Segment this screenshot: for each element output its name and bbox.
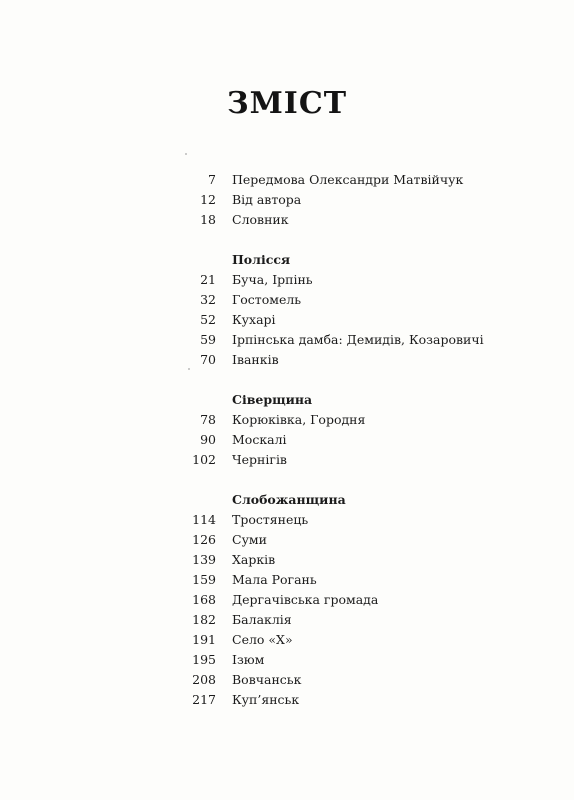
toc-section-heading [0, 490, 574, 510]
toc-entry-title: Тростянець [232, 512, 309, 527]
toc-entry [0, 670, 574, 690]
toc-entry [0, 650, 574, 670]
toc-entry [0, 430, 574, 450]
toc-page-number: 102 [192, 452, 216, 467]
toc-page-number: 191 [192, 632, 216, 647]
toc-entry-title: Іванків [232, 352, 279, 367]
toc-entry-title: Ірпінська дамба: Демидів, Козаровичі [232, 332, 484, 347]
toc-page-number: 126 [192, 532, 216, 547]
toc-page-number: 182 [192, 612, 216, 627]
toc-entry [0, 570, 574, 590]
toc-entry [0, 270, 574, 290]
toc-entry-title: Кухарі [232, 312, 276, 327]
toc-entry [0, 630, 574, 650]
section-title: Полісся [232, 252, 291, 267]
toc-entry-title: Балаклія [232, 612, 292, 627]
toc-entry [0, 350, 574, 370]
toc-page-number: 7 [208, 172, 216, 187]
toc-entry [0, 210, 574, 230]
toc-page-number: 114 [192, 512, 216, 527]
toc-entry-title: Харків [232, 552, 276, 567]
toc-entry [0, 410, 574, 430]
toc-entry [0, 310, 574, 330]
toc-page-number: 52 [200, 312, 216, 327]
toc-section-heading [0, 250, 574, 270]
section-title: Сіверщина [232, 392, 313, 407]
toc-entry [0, 530, 574, 550]
toc-page-number: 32 [200, 292, 216, 307]
toc-entry-title: Корюківка, Городня [232, 412, 366, 427]
toc-entry-title: Чернігів [232, 452, 287, 467]
toc-entry-title: Словник [232, 212, 289, 227]
toc-page-number: 12 [200, 192, 216, 207]
toc-entry [0, 610, 574, 630]
toc-entry-title: Від автора [232, 192, 302, 207]
toc-page-number: 159 [192, 572, 216, 587]
toc-entry [0, 290, 574, 310]
toc-entry [0, 450, 574, 470]
toc-entry-title: Москалі [232, 432, 287, 447]
toc-entry-title: Буча, Ірпінь [232, 272, 313, 287]
section-title: Слобожанщина [232, 492, 346, 507]
toc-page-number: 168 [192, 592, 216, 607]
toc-entry-title: Вовчанськ [232, 672, 302, 687]
toc-entry [0, 190, 574, 210]
toc-page-number: 139 [192, 552, 216, 567]
toc-entry [0, 170, 574, 190]
toc-entry-title: Дергачівська громада [232, 592, 379, 607]
toc-page-number: 217 [192, 692, 216, 707]
toc-page-number: 208 [192, 672, 216, 687]
toc-page-number: 70 [200, 352, 216, 367]
speck [185, 153, 187, 155]
toc-entry-title: Мала Рогань [232, 572, 317, 587]
toc-entry-title: Ізюм [232, 652, 265, 667]
toc-page-number: 21 [200, 272, 216, 287]
table-of-contents [0, 170, 574, 710]
toc-page-number: 59 [200, 332, 216, 347]
toc-entry [0, 550, 574, 570]
toc-entry-title: Передмова Олександри Матвійчук [232, 172, 464, 187]
toc-entry [0, 510, 574, 530]
toc-entry-title: Гостомель [232, 292, 302, 307]
toc-entry-title: Куп’янськ [232, 692, 300, 707]
page-title: ЗМІСТ [226, 86, 348, 121]
toc-page-number: 18 [200, 212, 216, 227]
toc-page-number: 78 [200, 412, 216, 427]
toc-entry [0, 330, 574, 350]
toc-entry [0, 690, 574, 710]
toc-section-heading [0, 390, 574, 410]
toc-entry-title: Суми [232, 532, 267, 547]
toc-page-number: 90 [200, 432, 216, 447]
toc-page-number: 195 [192, 652, 216, 667]
toc-entry [0, 590, 574, 610]
toc-entry-title: Село «Х» [232, 632, 293, 647]
